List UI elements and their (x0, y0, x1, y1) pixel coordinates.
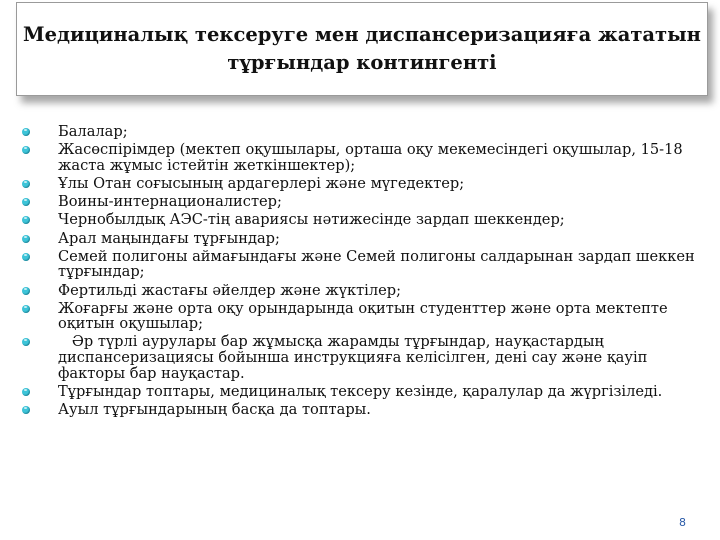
list-item (22, 402, 702, 418)
list-item-text: Фертильді жастағы әйелдер және жүктілер; (58, 281, 402, 299)
list-item (22, 194, 702, 210)
bullet-list (22, 124, 702, 420)
list-item (22, 301, 702, 332)
list-item (22, 334, 702, 381)
list-item-text: Воины-интернационалистер; (58, 193, 282, 211)
list-item-text: Жасөспірімдер (мектеп оқушылары, орташа оқу мекемесіндегі оқушылар, 15-18 жаста жұмыс істейтін жеткіншектер); (58, 141, 683, 174)
list-item (22, 142, 702, 173)
bullet-icon (22, 128, 30, 136)
bullet-icon (22, 180, 30, 188)
list-item (22, 283, 702, 299)
list-item-text: Семей полигоны аймағындағы және Семей полигоны салдарынан зардап шеккен тұрғындар; (58, 247, 695, 281)
page-number: 8 (679, 516, 686, 529)
list-item (22, 384, 702, 400)
list-item-text: Балалар; (58, 123, 128, 140)
bullet-icon (22, 146, 30, 154)
bullet-icon (22, 287, 30, 295)
slide-title-line-2: тұрғындар контингенті (227, 51, 497, 74)
bullet-icon (22, 338, 30, 346)
list-item (22, 124, 702, 140)
bullet-icon (22, 305, 30, 313)
list-item (22, 231, 702, 247)
list-item (22, 176, 702, 192)
list-item-text: Ұлы Отан соғысының ардагерлері және мүгедектер; (58, 174, 465, 192)
list-item-text: Жоғарғы және орта оқу орындарында оқитын студенттер және орта мектепте оқитын оқушылар; (58, 299, 668, 333)
list-item (22, 249, 702, 280)
bullet-icon (22, 235, 30, 243)
list-item (22, 212, 702, 228)
list-item-text: Чернобылдық АЭС-тің авариясы нәтижесінде зардап шеккендер; (58, 211, 565, 229)
title-box (16, 2, 708, 96)
bullet-icon (22, 198, 30, 206)
slide-title (11, 21, 713, 77)
bullet-icon (22, 388, 30, 396)
bullet-icon (22, 216, 30, 224)
list-item-text: Тұрғындар топтары, медициналық тексеру кезінде, қаралулар да жүргізіледі. (58, 382, 663, 400)
list-item-text: Ауыл тұрғындарының басқа да топтары. (58, 401, 371, 419)
bullet-icon (22, 406, 30, 414)
list-item-text: Әр түрлі аурулары бар жұмысқа жарамды тұрғындар, науқастардың диспансеризациясы бойынша инструкцияға келісілген, дені сау және қауіп факторы бар науқастар. (58, 333, 652, 382)
slide-title-line-1: Медициналық тексеруге мен диспансеризацияға жататын (23, 23, 701, 46)
bullet-icon (22, 253, 30, 261)
list-item-text: Арал маңындағы тұрғындар; (58, 229, 280, 247)
